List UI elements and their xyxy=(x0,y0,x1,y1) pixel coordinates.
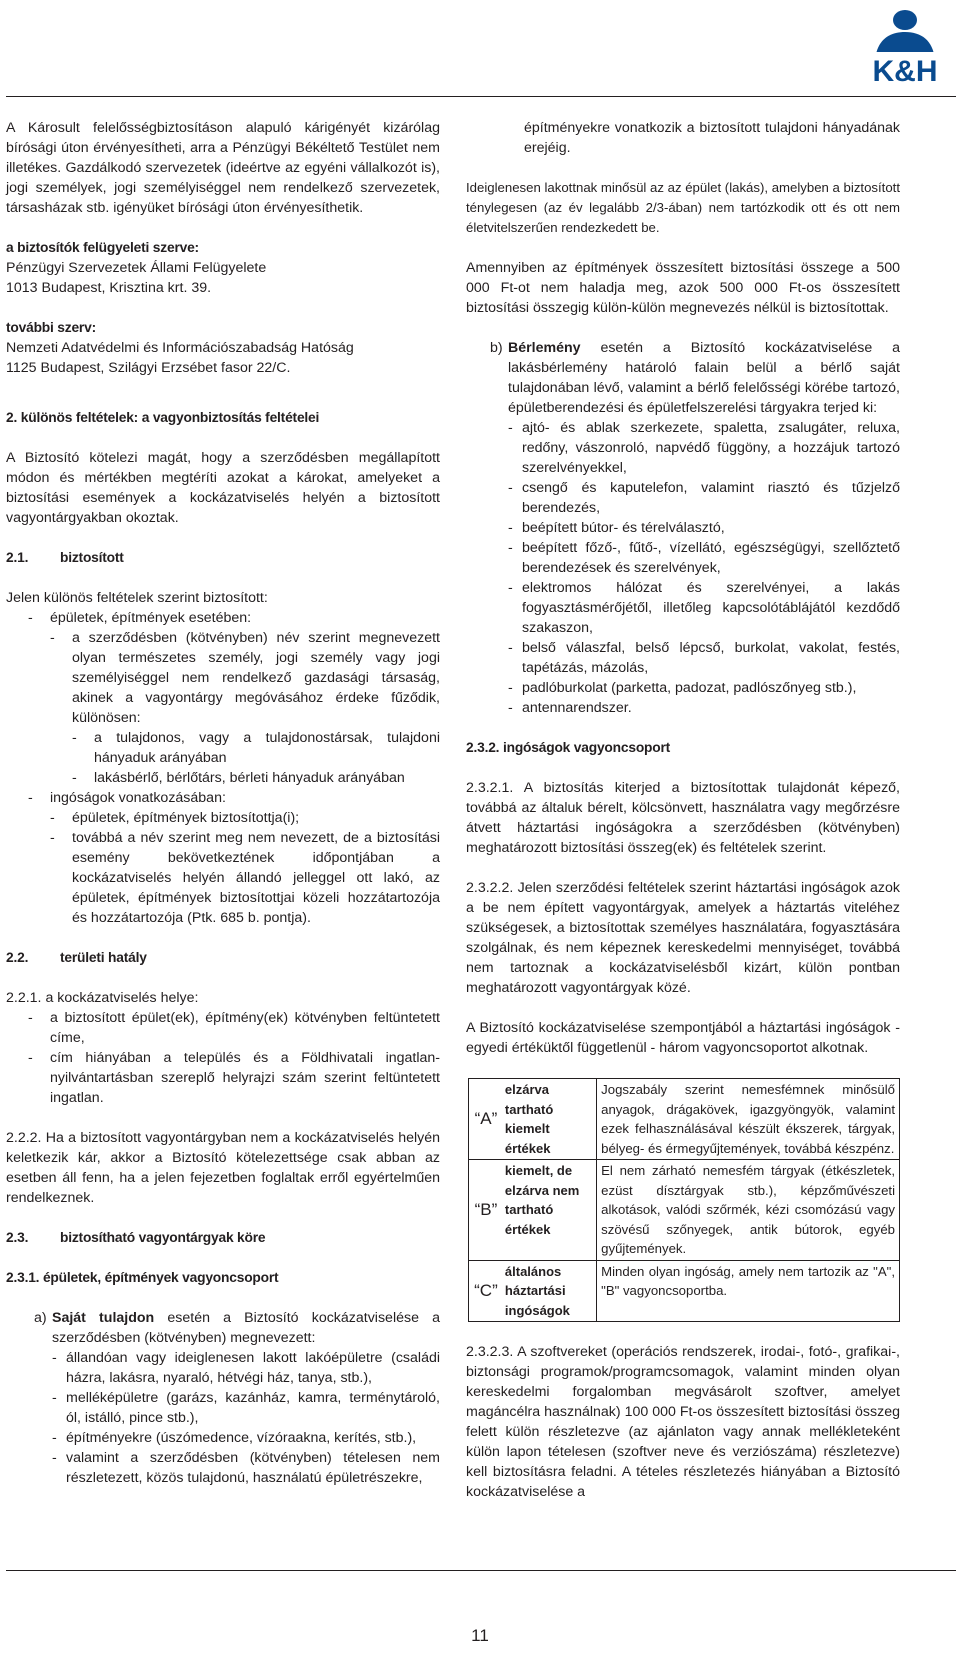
list-text: elektromos hálózat és szerelvényei, a lakás fogyasztásmérőjétől, illetőleg kapcsolótáblájától kezdődő szakaszon, xyxy=(522,580,900,636)
list-text: beépített főző-, fűtő-, vízellátó, egészségügyi, szellőztető berendezések és szerelvények, xyxy=(522,540,900,576)
list-dash: - xyxy=(52,1390,57,1406)
list-item xyxy=(6,728,440,768)
list-text: melléképületre (garázs, kazánház, kamra, terménytároló, ól, istálló, pince stb.), xyxy=(66,1390,440,1426)
list-dash: - xyxy=(50,630,55,646)
category-letter: “C” xyxy=(469,1260,503,1322)
category-row xyxy=(469,1160,900,1261)
list-item xyxy=(6,1008,440,1048)
list-text: állandóan vagy ideiglenesen lakott lakóépületre (családi házra, lakásra, nyaraló, hétvégi ház, tanya, stb.), xyxy=(66,1350,440,1386)
right-column xyxy=(466,118,900,1502)
continued-paragraph: építményekre vonatkozik a biztosított tulajdoni hányadának erejéig. xyxy=(524,120,900,156)
section-2-2-heading xyxy=(6,948,440,968)
list-dash: - xyxy=(52,1430,57,1446)
subsection-b-body: esetén a Biztosító kockázatviselése a lakásbérlemény határoló falain belül a bérlő saját tulajdonában lévő, valamint a bérlő felelősségi körébe tartozó, épületberendezési és épületfelszerelési tárgyakra terjed ki: xyxy=(508,340,900,416)
category-description: Jogszabály szerint nemesfémnek minősülő anyagok, drágakövek, igazgyöngyök, valamint ezek felhasználásával készült ékszerek, tárgyak, bélyeg- és érmegyűjtemények, továbbá készpénz. xyxy=(597,1079,900,1160)
list-dash: - xyxy=(52,1350,57,1366)
list-dash: - xyxy=(28,610,33,626)
list-dash: - xyxy=(72,770,77,786)
section-2-text: A Biztosító kötelezi magát, hogy a szerződésben megállapított módon és mértékben megtéríti azokat a károkat, amelyeket a biztosítási események a kockázatviselés helyén a biztosított vagyontárgyakban okoztak. xyxy=(6,450,440,526)
section-2-1-heading xyxy=(6,548,440,568)
list-dash: - xyxy=(508,480,513,496)
supervisor-address: 1013 Budapest, Krisztina krt. 39. xyxy=(6,280,212,296)
category-name: elzárva tartható kiemelt értékek xyxy=(503,1079,597,1160)
list-item xyxy=(466,518,900,538)
subsection-b xyxy=(466,338,900,418)
section-2-3-2-1-paragraph: 2.3.2.1. A biztosítás kiterjed a biztosítottak tulajdonát képező, továbbá az általuk bérelt, kölcsönvett, használatra vagy megőrzésre átvett háztartási ingóságokra a szerződésben (kötvényben) meghatározott biztosítási összeg(ek) és feltételek szerint. xyxy=(466,780,900,856)
supervisor-name: Pénzügyi Szervezetek Állami Felügyelete xyxy=(6,260,267,276)
subsection-a-bold: Saját tulajdon xyxy=(52,1310,155,1326)
list-dash: - xyxy=(508,540,513,556)
list-item xyxy=(6,1448,440,1488)
limit-paragraph: Amennyiben az építmények összesített biztosítási összege a 500 000 Ft-ot nem haladja meg, azok 500 000 Ft-os összesített biztosítási összegig külön-külön megnevezés nélkül is biztosítottak. xyxy=(466,260,900,316)
other-authority-title: további szerv: xyxy=(6,320,96,335)
list-item xyxy=(6,628,440,728)
list-text: ajtó- és ablak szerkezete, spaletta, zsalugáter, reluxa, redőny, vászonroló, napvédő függöny, a hozzájuk tartozó szerelvényekkel, xyxy=(522,420,900,476)
list-item xyxy=(466,418,900,478)
section-title: biztosított xyxy=(60,550,124,565)
subsection-a-text xyxy=(52,1308,440,1348)
list-item xyxy=(6,608,440,628)
category-name: általános háztartási ingóságok xyxy=(503,1260,597,1322)
page-number: 11 xyxy=(471,1626,489,1645)
section-title: biztosítható vagyontárgyak köre xyxy=(60,1230,266,1245)
subsection-marker: b) xyxy=(490,340,503,356)
left-column xyxy=(6,118,440,1488)
category-description: Minden olyan ingóság, amely nem tartozik az "A", "B" vagyoncsoportba. xyxy=(597,1260,900,1322)
list-text: építményekre (úszómedence, vízóraakna, kerítés, stb.), xyxy=(66,1430,417,1446)
subsection-a-body: esetén a Biztosító kockázatviselése a szerződésben (kötvényben) megnevezett: xyxy=(52,1310,441,1346)
list-dash: - xyxy=(28,1010,33,1026)
kh-logo xyxy=(853,4,957,84)
category-description: El nem zárható nemesfém tárgyak (étkészletek, ezüst dísztárgyak stb.), képzőművészeti alkotások, valódi szőrmék, kézi csomózású vagy szövésű szőnyegek, antik bútorok, egyéb gyűjtemények. xyxy=(597,1160,900,1261)
list-dash: - xyxy=(72,730,77,746)
section-2-title: 2. különös feltételek: a vagyonbiztosítás feltételei xyxy=(6,410,320,425)
list-dash: - xyxy=(508,420,513,436)
section-2-3-1-heading: 2.3.1. épületek, építmények vagyoncsoport xyxy=(6,1270,279,1285)
intro-paragraph: A Károsult felelősségbiztosításon alapuló kárigényét kizárólag bírósági úton érvényesítheti, arra a Pénzügyi Békéltető Testület nem illetékes. Gazdálkodó szervezetek (ideértve az egyéni vállalkozót is), jogi személyek, jogi személyiséggel nem rendelkező szervezetek, társasházak stb. igényüket bírósági úton érvényesíthetik. xyxy=(6,120,440,216)
section-number: 2.1. xyxy=(6,550,29,565)
list-dash: - xyxy=(50,830,55,846)
list-dash: - xyxy=(28,790,33,806)
section-2-3-2-3-paragraph: 2.3.2.3. A szoftvereket (operációs rendszerek, irodai-, fotó-, grafikai-, biztonsági programok/programcsomagok, valamint minden olyan kereskedelmi forgalomban megvásárolt szoftver, amelyet magáncélra használnak) 100 000 Ft-os összesített biztosítási összeg felett külön részletezve (az ajánlaton vagy annak mellékleteként külön lapon tételesen (szoftver neve és verziószáma) részletezve) kell biztosításra feladni. A tételes részletezés hiányában a Biztosító kockázatviselése a xyxy=(466,1344,900,1500)
list-dash: - xyxy=(508,700,513,716)
list-text: csengő és kaputelefon, valamint riasztó és tűzjelző berendezés, xyxy=(522,480,900,516)
list-dash: - xyxy=(28,1050,33,1066)
section-2-2-1-lead: 2.2.1. a kockázatviselés helye: xyxy=(6,990,199,1006)
list-text: antennarendszer. xyxy=(522,700,632,716)
category-row xyxy=(469,1079,900,1160)
section-title: területi hatály xyxy=(60,950,147,965)
subsection-b-text xyxy=(508,338,900,418)
groups-paragraph: A Biztosító kockázatviselése szempontjából a háztartási ingóságok - egyedi értéküktől függetlenül - három vagyoncsoportot alkotnak. xyxy=(466,1020,900,1056)
list-item xyxy=(466,578,900,638)
section-2-3-heading xyxy=(6,1228,440,1248)
supervisor-title: a biztosítók felügyeleti szerve: xyxy=(6,240,199,255)
category-letter: “A” xyxy=(469,1079,503,1160)
list-item xyxy=(6,1428,440,1448)
subsection-b-bold: Bérlemény xyxy=(508,340,581,356)
list-item xyxy=(6,788,440,808)
section-2-3-2-heading: 2.3.2. ingóságok vagyoncsoport xyxy=(466,740,671,755)
category-letter: “B” xyxy=(469,1160,503,1261)
list-text: továbbá a név szerint meg nem nevezett, de a biztosítási esemény bekövetkeztének időpontjában a kockázatviselés helyén állandó jelleggel ott lakó, az épületek, építmények biztosítottjai közeli hozzátartozója és hozzátartozója (Ptk. 685 b. pontja). xyxy=(72,830,440,926)
list-item xyxy=(6,1348,440,1388)
subsection-a xyxy=(6,1308,440,1348)
list-text: a szerződésben (kötvényben) név szerint megnevezett olyan természetes személy, jogi személy vagy jogi személyiséggel nem rendelkező gazdasági társaság, akinek a vagyontárgy megóvásához érdeke fűződik, különösen: xyxy=(72,630,440,726)
list-dash: - xyxy=(508,680,513,696)
subsection-marker: a) xyxy=(34,1310,47,1326)
list-dash: - xyxy=(50,810,55,826)
subsection-a-list xyxy=(6,1348,440,1488)
list-text: padlóburkolat (parketta, padozat, padlószőnyeg stb.), xyxy=(522,680,857,696)
list-item xyxy=(6,768,440,788)
other-authority-address: 1125 Budapest, Szilágyi Erzsébet fasor 22/C. xyxy=(6,360,291,376)
list-text: belső válaszfal, belső lépcső, burkolat, vakolat, festés, tapétázás, mázolás, xyxy=(522,640,900,676)
list-item xyxy=(6,1388,440,1428)
list-text: valamint a szerződésben (kötvényben) tételesen nem részletezett, közös tulajdonú, használatú épületrészekre, xyxy=(66,1450,440,1486)
list-item xyxy=(6,828,440,928)
logo-head-icon xyxy=(893,10,917,30)
list-text: a tulajdonos, vagy a tulajdonostársak, tulajdoni hányaduk arányában xyxy=(94,730,440,766)
list-text: beépített bútor- és térelválasztó, xyxy=(522,520,725,536)
category-row xyxy=(469,1260,900,1322)
list-item xyxy=(6,1048,440,1108)
section-number: 2.2. xyxy=(6,950,29,965)
list-item xyxy=(466,538,900,578)
other-authority-name: Nemzeti Adatvédelmi és Információszabadság Hatóság xyxy=(6,340,354,356)
category-table xyxy=(468,1078,900,1322)
footer-rule xyxy=(6,1570,956,1571)
category-name: kiemelt, de elzárva nem tartható értékek xyxy=(503,1160,597,1261)
list-item xyxy=(466,678,900,698)
list-dash: - xyxy=(508,580,513,596)
list-text: cím hiányában a település és a Földhivatali ingatlan-nyilvántartásban szereplő helyrajzi szám szerint feltüntetett ingatlan. xyxy=(50,1050,440,1106)
list-text: épületek, építmények esetében: xyxy=(50,610,252,626)
list-item xyxy=(6,808,440,828)
list-dash: - xyxy=(508,520,513,536)
temporary-occupancy-paragraph: Ideiglenesen lakottnak minősül az az épület (lakás), amelyben a biztosított ténylegesen (az év legalább 2/3-ában) nem tartózkodik ott és ott nem életvitelszerűen rendezkedett be. xyxy=(466,180,900,235)
list-text: épületek, építmények biztosítottja(i); xyxy=(72,810,300,826)
list-dash: - xyxy=(508,640,513,656)
section-2-3-2-2-paragraph: 2.3.2.2. Jelen szerződési feltételek szerint háztartási ingóságok azok a be nem épített vagyontárgyak, amelyek a háztartás viteléhez szükségesek, a biztosítottak személyes használatára, fogyasztására szolgálnak, és nem képeznek kereskedelmi mennyiséget, továbbá nem tartoznak a kockázatviselésből kizárt, külön pontban meghatározott vagyontárgyak közé. xyxy=(466,880,900,996)
list-item xyxy=(466,478,900,518)
section-2-1-lead: Jelen különös feltételek szerint biztosított: xyxy=(6,590,268,606)
header-rule xyxy=(6,96,956,97)
list-item xyxy=(466,638,900,678)
list-text: lakásbérlő, bérlőtárs, bérleti hányaduk arányában xyxy=(94,770,405,786)
subsection-b-list xyxy=(466,418,900,718)
logo-text: K&H xyxy=(872,55,938,84)
section-2-2-2-paragraph: 2.2.2. Ha a biztosított vagyontárgyban nem a kockázatviselés helyén keletkezik kár, akkor a Biztosító kötelezettsége csak abban az esetben áll fenn, ha a jelen fejezetben foglaltak erről egyértelműen rendelkeznek. xyxy=(6,1130,440,1206)
list-dash: - xyxy=(52,1450,57,1466)
list-text: ingóságok vonatkozásában: xyxy=(50,790,226,806)
section-number: 2.3. xyxy=(6,1230,29,1245)
list-item xyxy=(466,698,900,718)
list-text: a biztosított épület(ek), építmény(ek) kötvényben feltüntetett címe, xyxy=(50,1010,440,1046)
